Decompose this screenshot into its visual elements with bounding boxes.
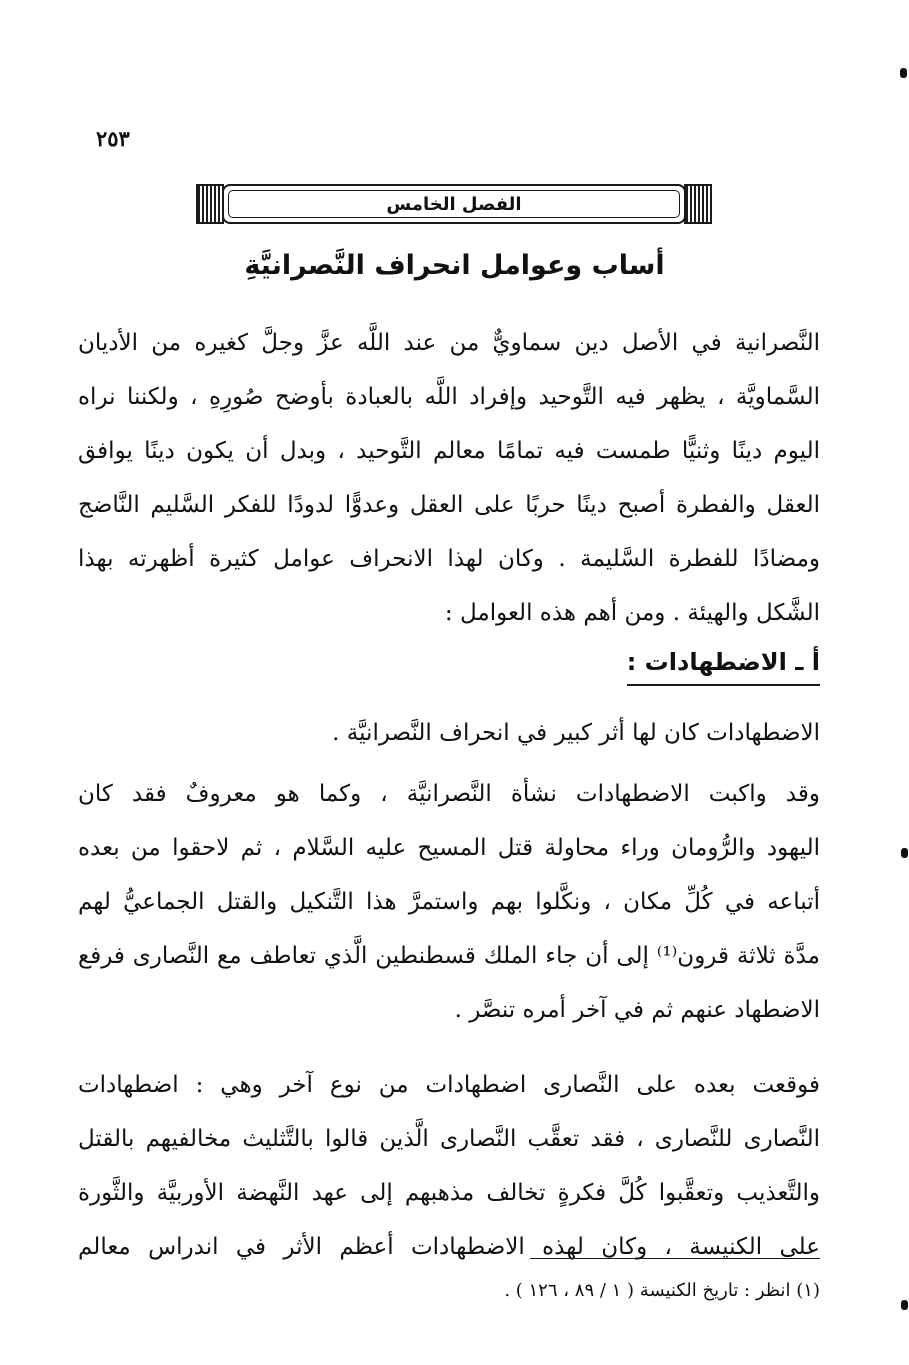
text-line: السَّماويَّة ، يظهر فيه التَّوحيد وإفراد اللَّه بالعبادة بأوضح صُورِهِ ، ولكننا نراه	[78, 384, 820, 410]
banner-ornament-right	[684, 184, 712, 224]
text-line: النَّصارى للنَّصارى ، فقد تعقَّب النَّصارى الَّذين قالوا بالتَّثليث مخالفيهم بالقتل	[78, 1126, 820, 1152]
text-line: وقد واكبت الاضطهادات نشأة النَّصرانيَّة ، وكما هو معروفٌ فقد كان	[78, 781, 820, 807]
section-heading: أ ـ الاضطهادات :	[627, 648, 820, 686]
page-title: أساب وعوامل انحراف النَّصرانيَّةِ	[244, 250, 665, 281]
text-line: أتباعه في كُلِّ مكان ، ونكَّلوا بهم واستمرَّ هذا التَّنكيل والقتل الجماعيُّ لهم	[78, 889, 820, 915]
text-line: مدَّة ثلاثة قرون⁽¹⁾ إلى أن جاء الملك قسطنطين الَّذي تعاطف مع النَّصارى فرفع	[78, 943, 821, 969]
footnote-divider	[530, 1258, 820, 1259]
chapter-banner	[196, 184, 712, 224]
text-line: الاضطهاد عنهم ثم في آخر أمره تنصَّر .	[454, 997, 820, 1023]
scan-speck	[901, 848, 908, 858]
text-line: النَّصرانية في الأصل دين سماويٌّ من عند اللَّه عزَّ وجلَّ كغيره من الأديان	[78, 330, 820, 356]
paragraph-persecution-history	[78, 767, 820, 1037]
paragraph-persecution-summary	[78, 706, 820, 760]
text-line: اليوم دينًا وثنيًّا طمست فيه تمامًا معالم التَّوحيد ، وبدل أن يكون دينًا يوافق	[78, 438, 820, 464]
text-line: اليهود والرُّومان وراء محاولة قتل المسيح عليه السَّلام ، ثم لاحقوا من بعده	[78, 835, 820, 861]
page-number: ٢٥٣	[96, 126, 130, 151]
text-line: العقل والفطرة أصبح دينًا حربًا على العقل وعدوًّا لدودًا للفكر السَّليم النَّاضج	[78, 492, 820, 518]
text-line: ومضادًا للفطرة السَّليمة . وكان لهذا الانحراف عوامل كثيرة أظهرته بهذا	[78, 546, 820, 572]
paragraph-intro	[78, 316, 820, 640]
text-line: الاضطهادات كان لها أثر كبير في انحراف النَّصرانيَّة .	[332, 720, 820, 746]
banner-frame	[222, 184, 686, 224]
text-line: على الكنيسة ، وكان لهذه الاضطهادات أعظم الأثر في اندراس معالم	[78, 1234, 820, 1260]
text-line: والتَّعذيب وتعقَّبوا كُلَّ فكرةٍ تخالف مذهبهم إلى عهد النَّهضة الأوربيَّة والثَّورة	[78, 1180, 820, 1206]
chapter-label: الفصل الخامس	[386, 193, 522, 215]
banner-ornament-left	[196, 184, 224, 224]
scan-speck	[901, 1300, 908, 1310]
scan-speck	[900, 68, 907, 78]
footnote: (١) انظر : تاريخ الكنيسة ( ١ / ٨٩ ، ١٢٦ ) .	[504, 1280, 820, 1301]
text-line: فوقعت بعده على النَّصارى اضطهادات من نوع آخر وهي : اضطهادات	[78, 1072, 820, 1098]
banner-inner-frame	[228, 190, 680, 218]
text-line: الشَّكل والهيئة . ومن أهم هذه العوامل :	[444, 600, 820, 626]
paragraph-internal-persecution	[78, 1058, 820, 1274]
